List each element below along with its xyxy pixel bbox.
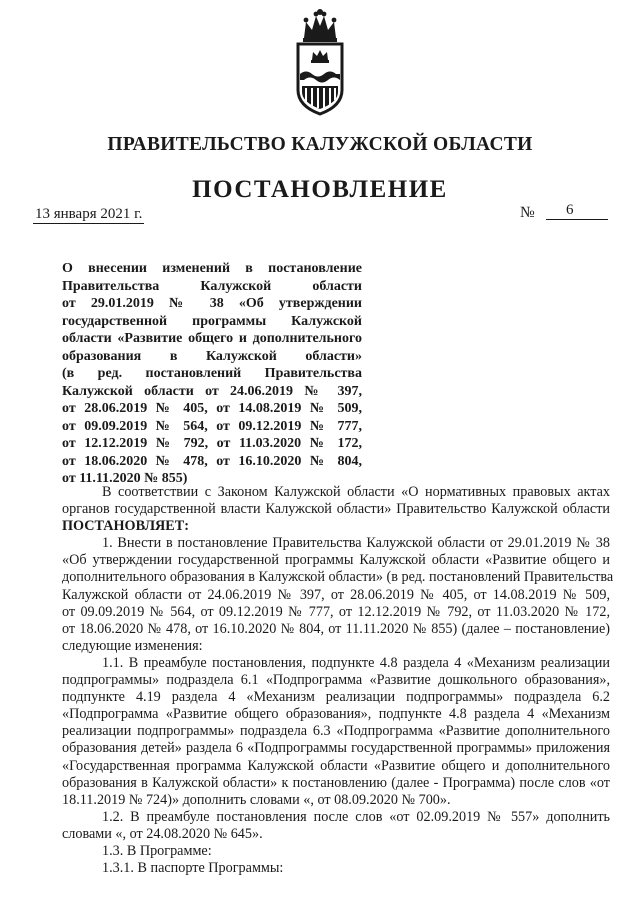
subject-line: Калужской области от 24.06.2019 № 397, bbox=[62, 383, 362, 399]
body-line: от 18.06.2020 № 478, от 16.10.2020 № 804, от 11.11.2020 № 855) (далее – постановление) bbox=[62, 620, 610, 637]
subject-line: от 29.01.2019 № 38 «Об утверждении bbox=[62, 296, 362, 311]
decree-date: 13 января 2021 г. bbox=[35, 206, 143, 222]
body-line: реализации подпрограммы» подраздела 6.3 «Подпрограмма «Развитие дополнительного bbox=[62, 723, 610, 740]
body-line: «Государственная программа Калужской области «Развитие общего и дополнительного bbox=[62, 757, 610, 774]
body-line: следующие изменения: bbox=[62, 637, 203, 654]
subject-line: Правительства Калужской области bbox=[62, 278, 362, 294]
body-line: образования детей» раздела 6 «Подпрограммы государственной программы» приложения bbox=[62, 740, 610, 757]
body-line: 18.11.2019 № 724)» дополнить словами «, от 08.09.2020 № 700». bbox=[62, 791, 451, 808]
subject-line: от 18.06.2020 № 478, от 16.10.2020 № 804, bbox=[62, 453, 362, 469]
body-line: В соответствии с Законом Калужской области «О нормативных правовых актах bbox=[102, 484, 610, 500]
body-line: подпрограммы» подраздела 6.1 «Подпрограмма «Развитие дошкольного образования», bbox=[62, 672, 610, 689]
decree-body bbox=[62, 484, 614, 877]
body-line: органов государственной власти Калужской области» Правительство Калужской области bbox=[62, 501, 610, 518]
subject-line: области «Развитие общего и дополнительного bbox=[62, 331, 362, 346]
body-line: 1.3. В Программе: bbox=[102, 842, 212, 859]
decree-number-label: № bbox=[520, 204, 535, 221]
body-line: образования в Калужской области» к постановлению (далее - Программа) после слов «от bbox=[62, 774, 610, 791]
coat-of-arms-icon bbox=[292, 8, 348, 116]
subject-line: образования в Калужской области» bbox=[62, 348, 362, 364]
body-line: подпункте 4.19 раздела 4 «Механизм реализации подпрограммы» подраздела 6.2 bbox=[62, 689, 610, 706]
body-line: 1.2. В преамбуле постановления после слов «от 02.09.2019 № 557» дополнить bbox=[102, 808, 610, 825]
body-line: дополнительного образования в Калужской области» (в ред. постановлений Правительства bbox=[62, 569, 614, 586]
subject-line: (в ред. постановлений Правительства bbox=[62, 366, 362, 381]
body-line: от 09.09.2019 № 564, от 09.12.2019 № 777, от 12.12.2019 № 792, от 11.03.2020 № 172, bbox=[62, 603, 610, 620]
subject-line: от 12.12.2019 № 792, от 11.03.2020 № 172, bbox=[62, 436, 362, 451]
body-line: «Об утверждении государственной программы Калужской области «Развитие общего и bbox=[62, 552, 610, 569]
subject-line: государственной программы Калужской bbox=[62, 313, 362, 329]
body-line: Калужской области от 24.06.2019 № 397, от 28.06.2019 № 405, от 14.08.2019 № 509, bbox=[62, 586, 610, 603]
body-line: 1. Внести в постановление Правительства Калужской области от 29.01.2019 № 38 bbox=[102, 535, 610, 552]
subject-line: от 09.09.2019 № 564, от 09.12.2019 № 777, bbox=[62, 418, 362, 434]
decree-subject bbox=[62, 260, 362, 488]
government-title: ПРАВИТЕЛЬСТВО КАЛУЖСКОЙ ОБЛАСТИ bbox=[107, 134, 533, 155]
document-type-title: ПОСТАНОВЛЕНИЕ bbox=[192, 176, 448, 203]
body-line: «Подпрограмма «Развитие общего образования», подпункте 4.8 раздела 4 «Механизм bbox=[62, 706, 610, 723]
subject-line: от 11.11.2020 № 855) bbox=[62, 471, 188, 486]
body-line: словами «, от 24.08.2020 № 645». bbox=[62, 825, 263, 842]
subject-line: О внесении изменений в постановление bbox=[62, 261, 362, 276]
decree-resolves-heading: ПОСТАНОВЛЯЕТ: bbox=[62, 518, 189, 535]
body-line: 1.3.1. В паспорте Программы: bbox=[102, 860, 284, 877]
subject-line: от 28.06.2019 № 405, от 14.08.2019 № 509, bbox=[62, 401, 362, 416]
decree-number: 6 bbox=[546, 202, 608, 220]
body-line: 1.1. В преамбуле постановления, подпункте 4.8 раздела 4 «Механизм реализации bbox=[102, 654, 610, 671]
